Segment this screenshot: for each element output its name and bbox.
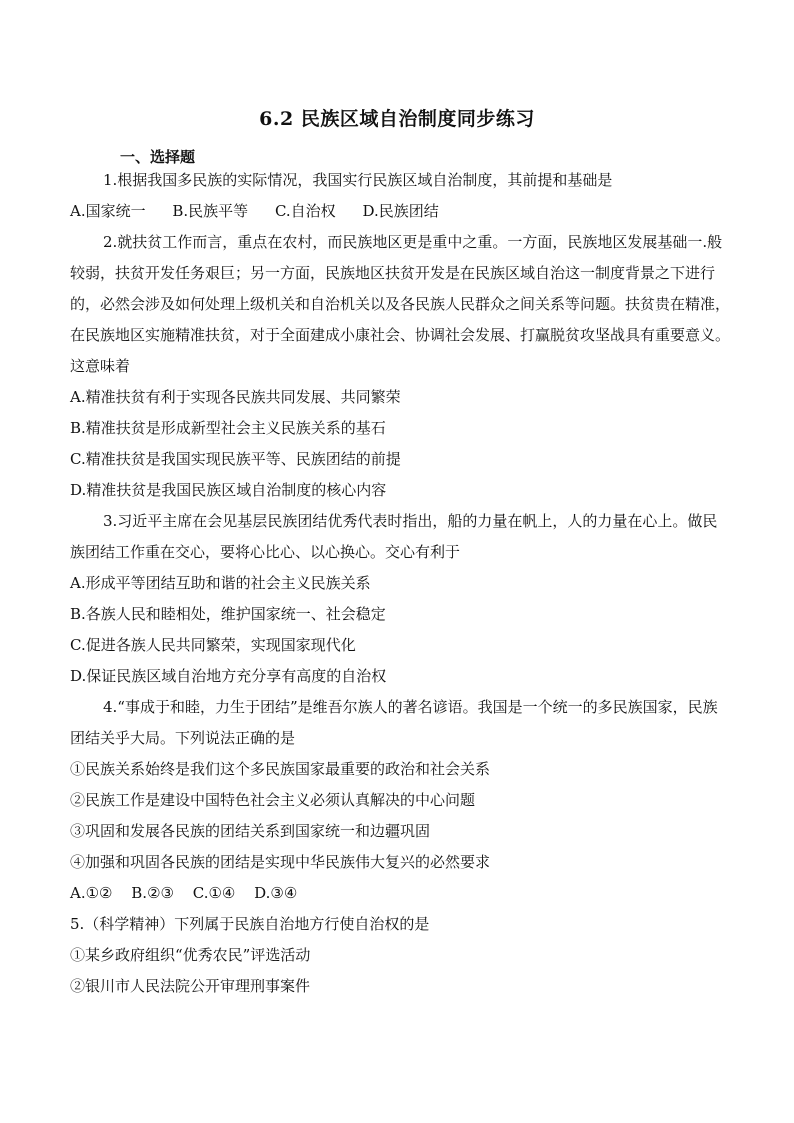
question-1-options — [70, 196, 730, 227]
question-2-stem: 2.就扶贫工作而言，重点在农村，而民族地区更是重中之重。一方面，民族地区发展基础一.般较弱，扶贫开发任务艰巨；另一方面，民族地区扶贫开发是在民族区域自治这一制度背景之下进行的，必然会涉及如何处理上级机关和自治机关以及各民族人民群众之间关系等问题。扶贫贵在精准，在民族地区实施精准扶贫，对于全面建成小康社会、协调社会发展、打赢脱贫攻坚战具有重要意义。这意味着 — [70, 233, 731, 375]
question-4-options — [70, 878, 730, 909]
question-4-option-a: A.①② — [70, 884, 113, 902]
question-2-option-b: B.精准扶贫是形成新型社会主义民族关系的基石 — [70, 419, 386, 437]
question-3-option-d: D.保证民族区域自治地方充分享有高度的自治权 — [70, 667, 387, 685]
question-4-option-b: B.②③ — [131, 884, 174, 902]
question-4-statement-1: ①民族关系始终是我们这个多民族国家最重要的政治和社会关系 — [70, 760, 491, 778]
question-3-option-b: B.各族人民和睦相处，维护国家统一、社会稳定 — [70, 605, 386, 623]
question-4-option-d: D.③④ — [254, 884, 298, 902]
question-5-statement-2: ②银川市人民法院公开审理刑事案件 — [70, 977, 311, 995]
question-1-option-d: D.民族团结 — [362, 202, 439, 220]
section-heading: 一、选择题 — [120, 148, 196, 166]
question-3-option-c: C.促进各族人民共同繁荣，实现国家现代化 — [70, 636, 356, 654]
question-3-option-a: A.形成平等团结互助和谐的社会主义民族关系 — [70, 574, 371, 592]
question-1-option-a: A.国家统一 — [70, 202, 146, 220]
question-5-stem: 5.（科学精神）下列属于民族自治地方行使自治权的是 — [70, 915, 430, 933]
question-1-option-b: B.民族平等 — [172, 202, 249, 220]
question-4-option-c: C.①④ — [192, 884, 236, 902]
question-4-statement-2: ②民族工作是建设中国特色社会主义必须认真解决的中心问题 — [70, 791, 476, 809]
question-2-option-d: D.精准扶贫是我国民族区域自治制度的核心内容 — [70, 481, 387, 499]
question-5-statement-1: ①某乡政府组织“优秀农民”评选活动 — [70, 946, 311, 964]
document-body — [70, 165, 730, 1002]
question-4-stem: 4.“事成于和睦，力生于团结”是维吾尔族人的著名谚语。我国是一个统一的多民族国家，民族团结关乎大局。下列说法正确的是 — [70, 698, 718, 747]
question-2-option-c: C.精准扶贫是我国实现民族平等、民族团结的前提 — [70, 450, 401, 468]
question-1-stem: 1.根据我国多民族的实际情况，我国实行民族区域自治制度，其前提和基础是 — [103, 171, 613, 189]
document-title: 6.2 民族区域自治制度同步练习 — [259, 108, 535, 130]
question-2-option-a: A.精准扶贫有利于实现各民族共同发展、共同繁荣 — [70, 388, 401, 406]
question-3-stem: 3.习近平主席在会见基层民族团结优秀代表时指出，船的力量在帆上，人的力量在心上。做民族团结工作重在交心，要将心比心、以心换心。交心有利于 — [70, 512, 718, 561]
question-1-option-c: C.自治权 — [274, 202, 336, 220]
question-4-statement-4: ④加强和巩固各民族的团结是实现中华民族伟大复兴的必然要求 — [70, 853, 491, 871]
question-4-statement-3: ③巩固和发展各民族的团结关系到国家统一和边疆巩固 — [70, 822, 431, 840]
